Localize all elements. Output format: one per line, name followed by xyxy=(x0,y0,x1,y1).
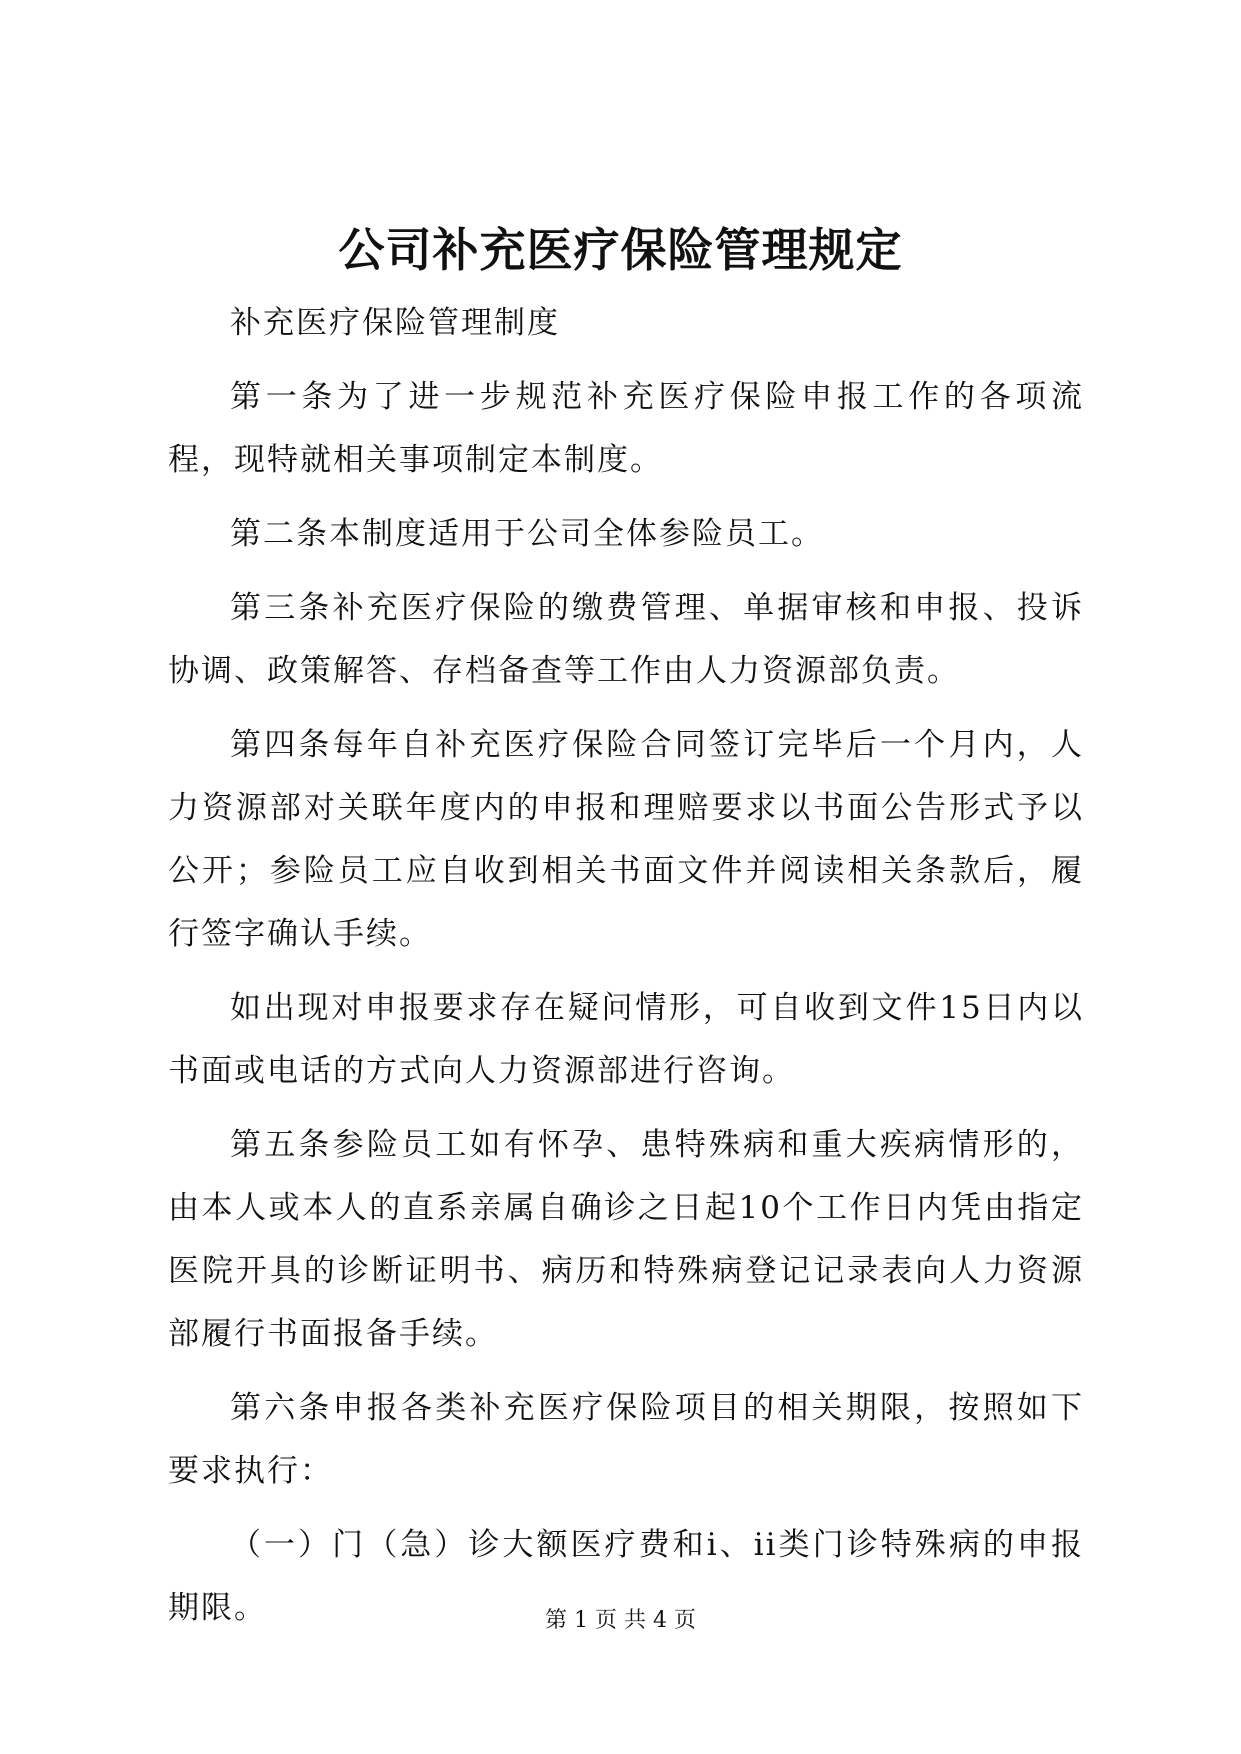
paragraph: 第五条参险员工如有怀孕、患特殊病和重大疾病情形的，由本人或本人的直系亲属自确诊之日起10个工作日内凭由指定医院开具的诊断证明书、病历和特殊病登记记录表向人力资源部履行书面报备手续。 xyxy=(168,1127,1084,1352)
document-body xyxy=(168,292,1084,1651)
paragraph: 补充医疗保险管理制度 xyxy=(230,305,560,341)
paragraph: 第四条每年自补充医疗保险合同签订完毕后一个月内，人力资源部对关联年度内的申报和理赔要求以书面公告形式予以公开；参险员工应自收到相关书面文件并阅读相关条款后，履行签字确认手续。 xyxy=(168,727,1084,952)
paragraph: 第三条补充医疗保险的缴费管理、单据审核和申报、投诉协调、政策解答、存档备查等工作由人力资源部负责。 xyxy=(168,590,1084,689)
paragraph: 第一条为了进一步规范补充医疗保险申报工作的各项流程，现特就相关事项制定本制度。 xyxy=(168,379,1084,478)
paragraph: 第六条申报各类补充医疗保险项目的相关期限，按照如下要求执行： xyxy=(168,1390,1084,1489)
paragraph: （一）门（急）诊大额医疗费和i、ii类门诊特殊病的申报期限。 xyxy=(168,1527,1084,1626)
paragraph: 第二条本制度适用于公司全体参险员工。 xyxy=(230,516,824,552)
page-footer: 第 1 页 共 4 页 xyxy=(545,1608,696,1633)
paragraph: 如出现对申报要求存在疑问情形，可自收到文件15日内以书面或电话的方式向人力资源部进行咨询。 xyxy=(168,990,1084,1089)
document-title: 公司补充医疗保险管理规定 xyxy=(338,223,903,277)
